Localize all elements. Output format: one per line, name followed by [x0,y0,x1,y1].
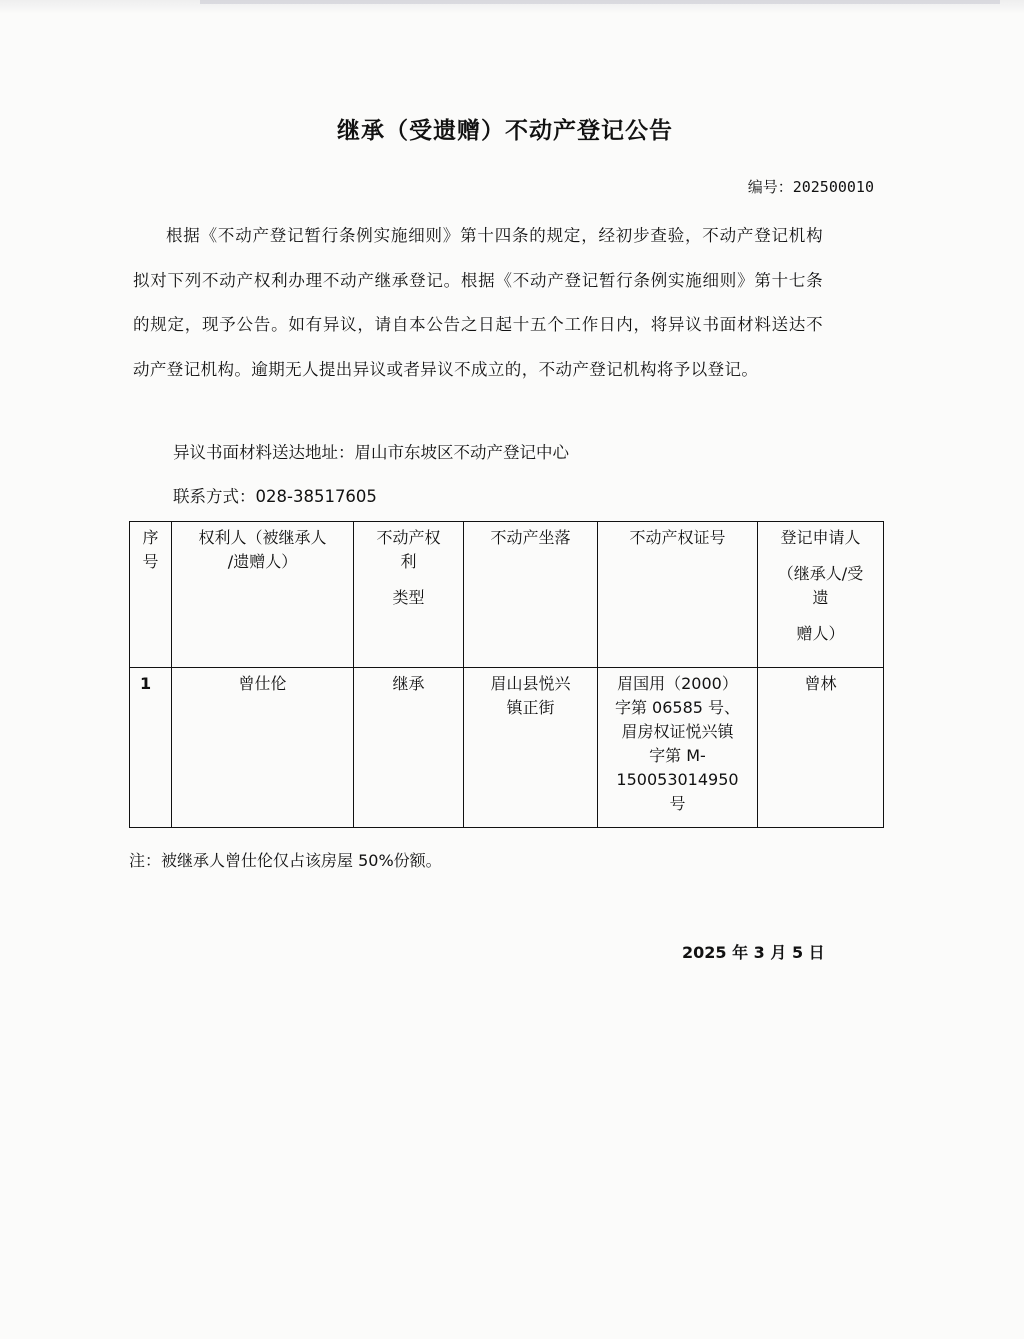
document-number-label: 编号： [747,178,793,196]
header-right-type: 不动产权 利 类型 [354,522,464,668]
scan-edge-shadow [200,0,1000,4]
cell-applicant: 曾林 [758,668,884,828]
document-number-value: 202500010 [792,178,874,196]
header-cert-number: 不动产权证号 [598,522,758,668]
notice-title: 继承（受遗赠）不动产登记公告 [337,118,673,144]
footnote: 注：被继承人曾仕伦仅占该房屋 50%份额。 [129,851,442,870]
header-location: 不动产坐落 [464,522,598,668]
cell-cert-number: 眉国用（2000） 字第 06585 号、 眉房权证悦兴镇 字第 M- 150053014950 号 [598,668,758,828]
contact-info: 联系方式：028-38517605 [173,487,377,506]
cell-location: 眉山县悦兴 镇正街 [464,668,598,828]
header-seq: 序 号 [130,522,172,668]
notice-date: 2025 年 3 月 5 日 [682,943,825,962]
body-paragraph: 根据《不动产登记暂行条例实施细则》第十四条的规定，经初步查验，不动产登记机构拟对下列不动产权利办理不动产继承登记。根据《不动产登记暂行条例实施细则》第十七条的规定，现予公告。如有异议，请自本公告之日起十五个工作日内，将异议书面材料送达不动产登记机构。逾期无人提出异议或者异议不成立的，不动产登记机构将予以登记。 [133,226,823,379]
objection-address: 异议书面材料送达地址：眉山市东坡区不动产登记中心 [173,443,569,462]
header-holder: 权利人（被继承人 /遗赠人） [172,522,354,668]
table-row [130,668,884,828]
document-number [748,176,874,197]
header-applicant: 登记申请人 （继承人/受 遗 赠人） [758,522,884,668]
registration-table [129,521,884,828]
cell-right-type: 继承 [354,668,464,828]
table-header-row [130,522,884,668]
cell-seq: 1 [130,668,172,828]
cell-holder: 曾仕伦 [172,668,354,828]
